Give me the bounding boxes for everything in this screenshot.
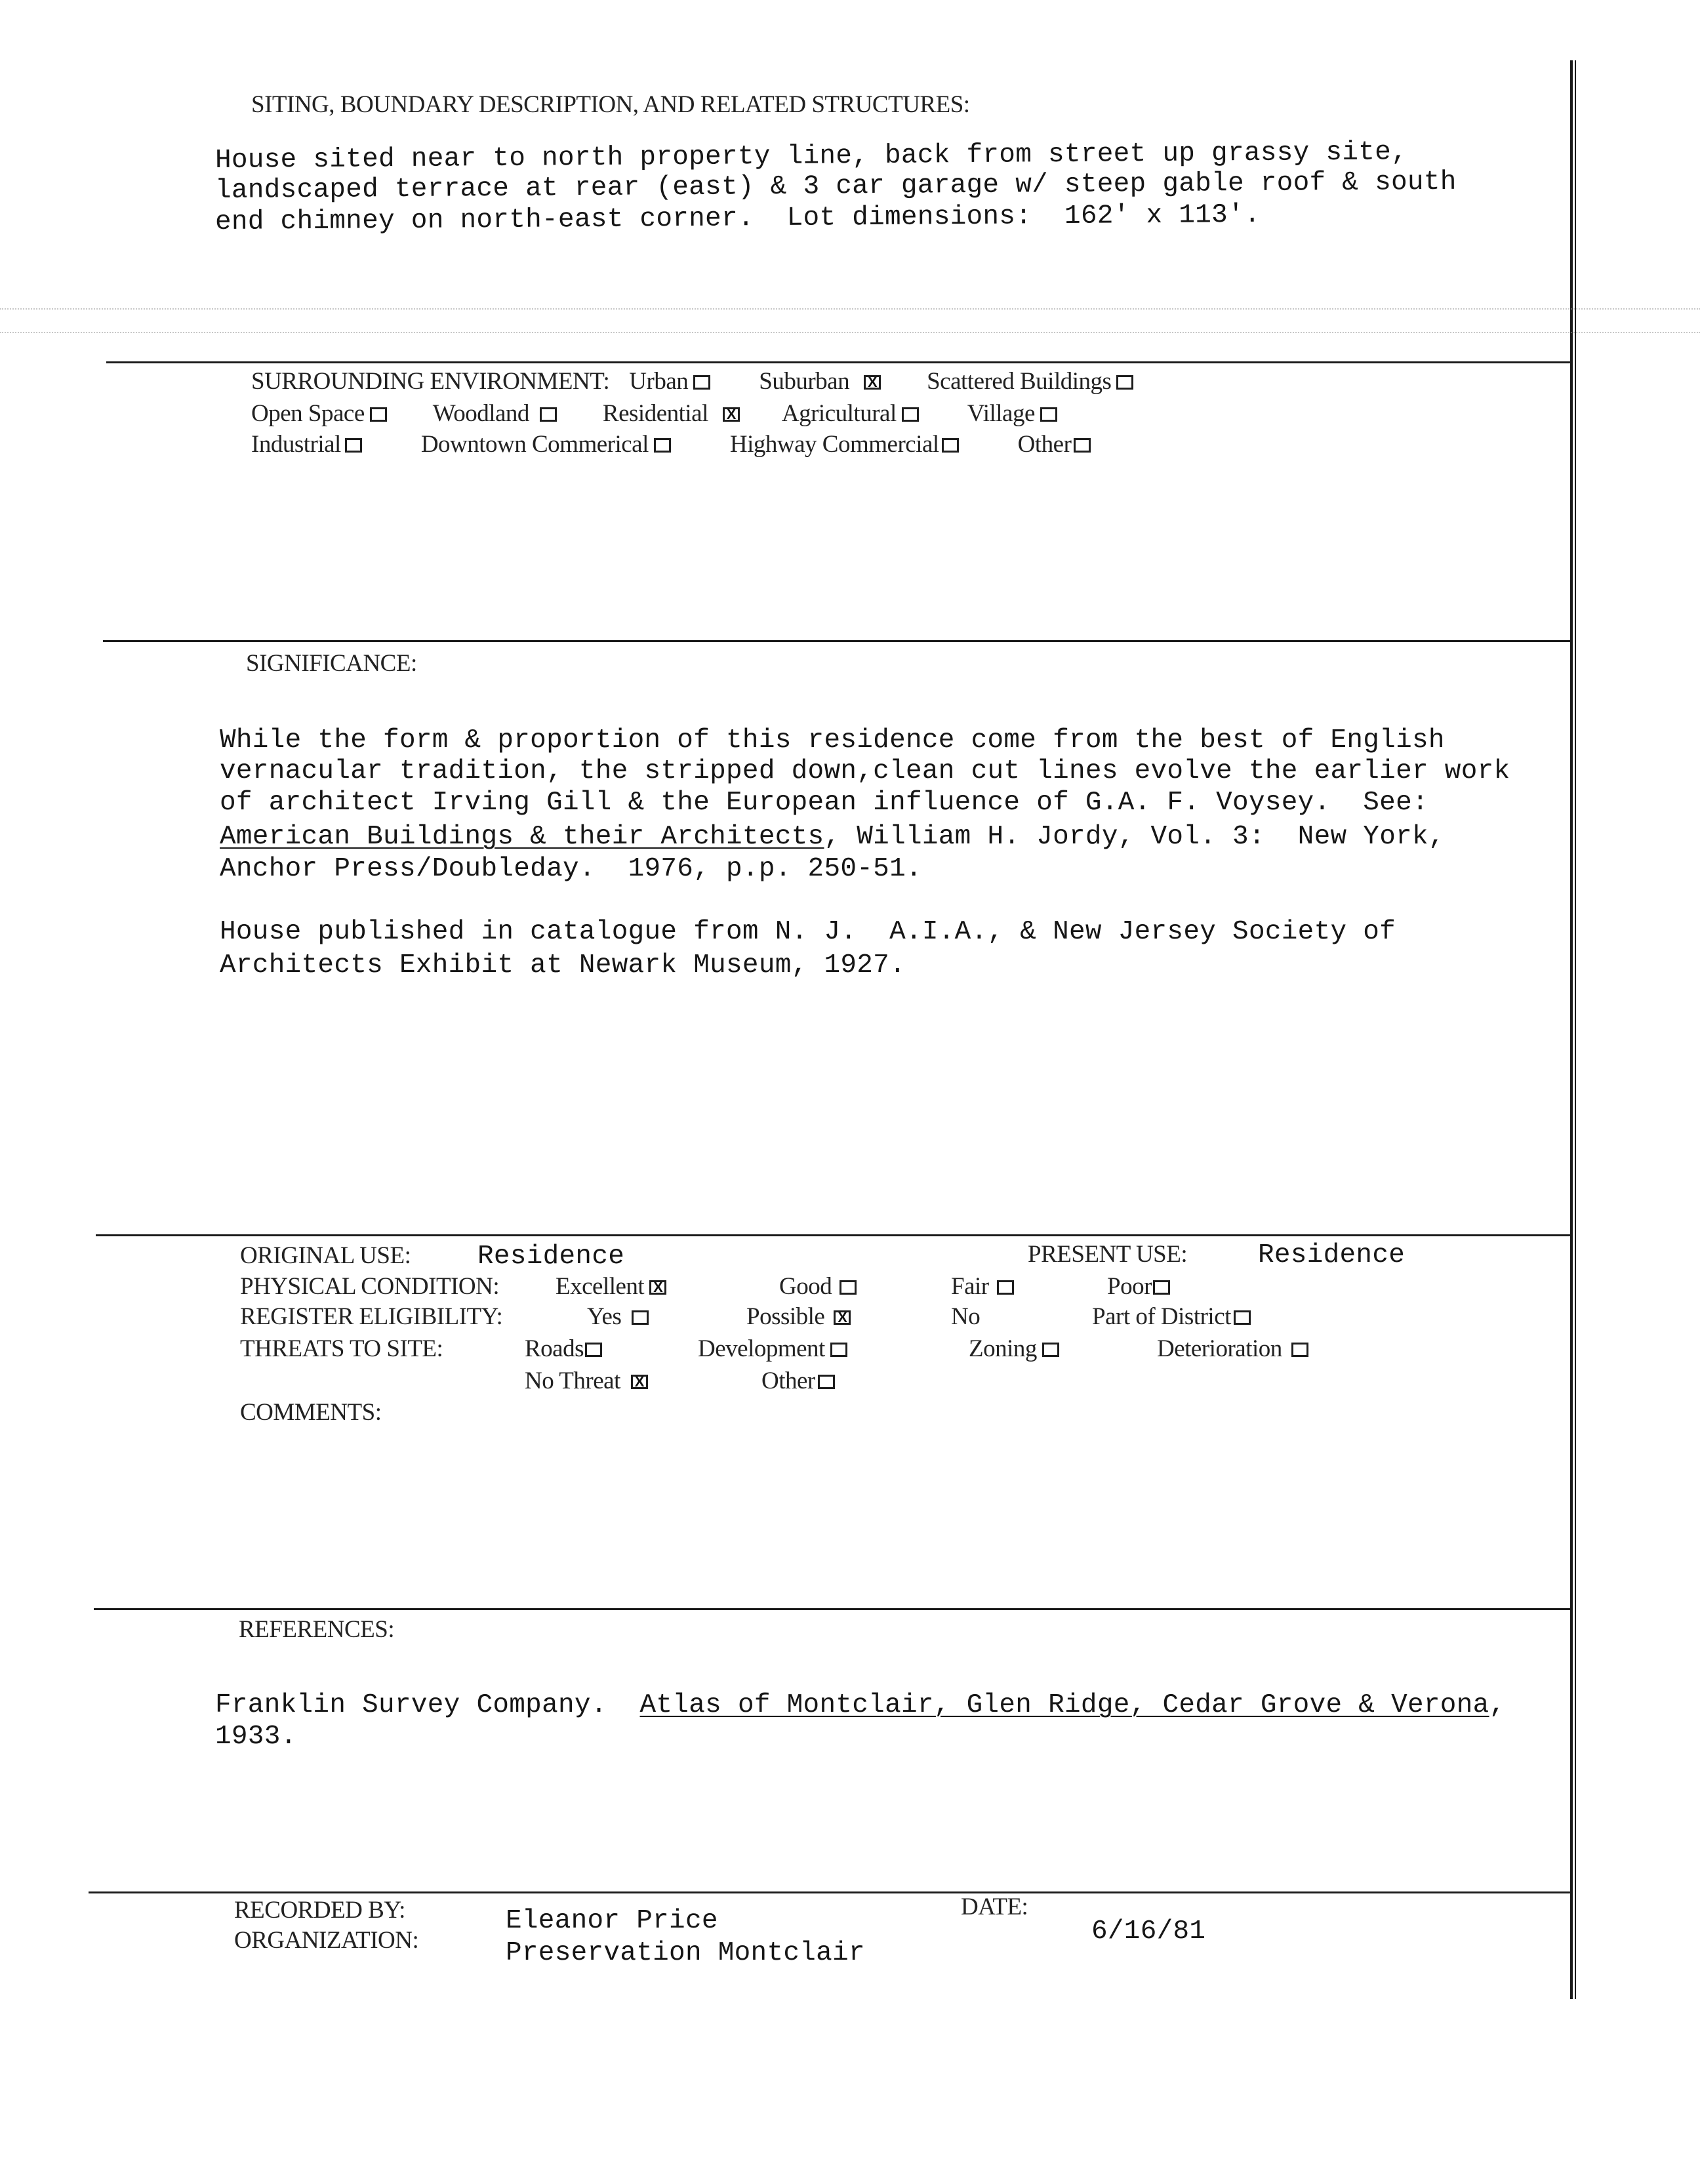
surrounding-row-2: [251, 399, 1057, 428]
checkbox-unchecked[interactable]: [345, 438, 362, 453]
siting-text-line: landscaped terrace at rear (east) & 3 car garage w/ steep gable roof & south: [214, 167, 1457, 206]
eligibility-part-of-district[interactable]: [1092, 1303, 1251, 1331]
threat-roads[interactable]: [525, 1335, 602, 1363]
date-value: 6/16/81: [1091, 1916, 1206, 1947]
surrounding-row-3: [251, 430, 1091, 458]
checkbox-unchecked[interactable]: [818, 1375, 835, 1389]
right-border-inner: [1575, 60, 1576, 1999]
date-label: DATE:: [961, 1893, 1028, 1920]
option-label: Yes: [587, 1303, 622, 1330]
option-industrial[interactable]: [251, 430, 362, 458]
condition-fair[interactable]: [951, 1272, 1014, 1301]
section-divider: [89, 1891, 1571, 1893]
checkbox-unchecked[interactable]: [370, 407, 387, 422]
siting-text-line: end chimney on north-east corner. Lot dimensions: 162' x 113'.: [214, 199, 1261, 237]
option-label: Zoning: [969, 1335, 1037, 1362]
recorded-by-label: RECORDED BY:: [234, 1897, 405, 1924]
checkbox-unchecked[interactable]: [942, 438, 959, 453]
significance-heading: SIGNIFICANCE:: [246, 650, 417, 677]
references-heading: REFERENCES:: [239, 1616, 395, 1643]
siting-heading: SITING, BOUNDARY DESCRIPTION, AND RELATED STRUCTURES:: [251, 91, 970, 118]
surrounding-row-1: [251, 367, 1133, 395]
option-label: Suburban: [759, 368, 850, 395]
significance-text-line: While the form & proportion of this residence come from the best of English: [220, 725, 1445, 756]
checkbox-checked[interactable]: [631, 1375, 648, 1389]
significance-text-line: vernacular tradition, the stripped down,clean cut lines evolve the earlier work: [220, 756, 1510, 786]
original-use-value: Residence: [477, 1242, 625, 1272]
option-label: Part of District: [1092, 1303, 1231, 1330]
option-label: Downtown Commerical: [420, 431, 649, 458]
checkbox-unchecked[interactable]: [1153, 1280, 1170, 1295]
checkbox-unchecked[interactable]: [585, 1343, 602, 1357]
present-use-value: Residence: [1258, 1240, 1406, 1270]
checkbox-unchecked[interactable]: [1234, 1310, 1251, 1325]
option-label: Scattered Buildings: [927, 368, 1112, 395]
option-residential[interactable]: [603, 399, 740, 428]
condition-good[interactable]: [779, 1272, 857, 1301]
option-label: Roads: [525, 1335, 584, 1362]
eligibility-no[interactable]: [951, 1303, 980, 1331]
option-highway-commercial[interactable]: [730, 430, 959, 458]
checkbox-unchecked[interactable]: [654, 438, 671, 453]
option-label: Good: [779, 1273, 832, 1300]
option-label: Fair: [951, 1273, 989, 1300]
threat-development[interactable]: [698, 1335, 847, 1363]
option-label: Deterioration: [1157, 1335, 1282, 1362]
significance-text-line: House published in catalogue from N. J. A.I.A., & New Jersey Society of: [220, 917, 1396, 947]
option-label: Other: [1017, 431, 1072, 458]
threat-no-threat[interactable]: [525, 1367, 648, 1395]
option-scattered-buildings[interactable]: [927, 367, 1133, 395]
condition-excellent[interactable]: [556, 1272, 666, 1301]
option-label: Other: [761, 1367, 815, 1394]
present-use-label: PRESENT USE:: [1028, 1241, 1188, 1268]
checkbox-unchecked[interactable]: [1116, 375, 1133, 390]
siting-text-line: House sited near to north property line, back from street up grassy site,: [214, 137, 1408, 176]
condition-poor[interactable]: [1107, 1272, 1170, 1301]
section-divider: [103, 640, 1571, 642]
checkbox-unchecked[interactable]: [840, 1280, 857, 1295]
option-other[interactable]: [1018, 430, 1091, 458]
threats-to-site-label: THREATS TO SITE:: [240, 1335, 443, 1362]
section-divider: [106, 361, 1571, 363]
option-label: Possible: [746, 1303, 825, 1330]
option-label: Industrial: [251, 431, 341, 458]
surrounding-heading: SURROUNDING ENVIRONMENT:: [251, 368, 610, 395]
physical-condition-label: PHYSICAL CONDITION:: [240, 1273, 500, 1300]
option-label: Agricultural: [781, 400, 897, 427]
significance-text-line: Architects Exhibit at Newark Museum, 1927.: [220, 950, 906, 981]
option-agricultural[interactable]: [782, 399, 919, 428]
reference-line: [215, 1690, 1505, 1720]
recorded-by-value: Eleanor Price: [506, 1906, 718, 1936]
original-use-label: ORIGINAL USE:: [240, 1242, 411, 1269]
checkbox-unchecked[interactable]: [1042, 1343, 1059, 1357]
option-label: No: [951, 1303, 981, 1330]
option-downtown-commercial[interactable]: [421, 430, 671, 458]
option-label: Development: [698, 1335, 825, 1362]
checkbox-unchecked[interactable]: [997, 1280, 1014, 1295]
checkbox-unchecked[interactable]: [1074, 438, 1091, 453]
scan-artifact-line: [0, 308, 1700, 310]
option-label: No Threat: [525, 1367, 620, 1394]
citation-details: , William H. Jordy, Vol. 3: New York,: [824, 822, 1445, 852]
eligibility-possible[interactable]: [746, 1303, 851, 1331]
option-label: Excellent: [556, 1273, 645, 1300]
significance-text-line: Anchor Press/Doubleday. 1976, p.p. 250-51.: [220, 854, 922, 884]
checkbox-checked[interactable]: [723, 407, 740, 422]
option-urban[interactable]: [629, 367, 710, 395]
organization-value: Preservation Montclair: [506, 1938, 865, 1968]
checkbox-unchecked[interactable]: [693, 375, 710, 390]
option-woodland[interactable]: [433, 399, 557, 428]
reference-year: 1933.: [215, 1722, 297, 1752]
checkbox-checked[interactable]: [864, 375, 881, 390]
reference-title-suffix: ,: [1489, 1690, 1506, 1720]
checkbox-unchecked[interactable]: [1291, 1343, 1308, 1357]
checkbox-unchecked[interactable]: [902, 407, 919, 422]
threat-zoning[interactable]: [969, 1335, 1059, 1363]
checkbox-unchecked[interactable]: [540, 407, 557, 422]
register-eligibility-label: REGISTER ELIGIBILITY:: [240, 1303, 503, 1330]
option-label: Village: [967, 400, 1035, 427]
option-suburban[interactable]: [759, 367, 881, 395]
threat-deterioration[interactable]: [1157, 1335, 1308, 1363]
option-label: Residential: [602, 400, 708, 427]
option-label: Open Space: [251, 400, 365, 427]
checkbox-unchecked[interactable]: [1040, 407, 1057, 422]
checkbox-unchecked[interactable]: [830, 1343, 847, 1357]
option-label: Poor: [1107, 1273, 1152, 1300]
checkbox-unchecked[interactable]: [632, 1310, 649, 1325]
scan-artifact-line: [0, 332, 1700, 333]
reference-author: Franklin Survey Company.: [215, 1690, 640, 1720]
comments-label: COMMENTS:: [240, 1399, 382, 1426]
option-label: Highway Commercial: [729, 431, 939, 458]
section-divider: [94, 1608, 1571, 1610]
option-village[interactable]: [967, 399, 1057, 428]
option-open-space[interactable]: [251, 399, 387, 428]
significance-text-line: of architect Irving Gill & the European influence of G.A. F. Voysey. See:: [220, 788, 1428, 818]
right-border-outer: [1570, 60, 1573, 1999]
citation-book-title: American Buildings & their Architects: [220, 822, 824, 852]
option-label: Urban: [629, 368, 689, 395]
checkbox-checked[interactable]: [649, 1280, 666, 1295]
threat-other[interactable]: [761, 1367, 835, 1395]
eligibility-yes[interactable]: [587, 1303, 649, 1331]
significance-citation-line: [220, 822, 1445, 852]
option-label: Woodland: [432, 400, 529, 427]
checkbox-checked[interactable]: [834, 1310, 851, 1325]
reference-title: Atlas of Montclair, Glen Ridge, Cedar Grove & Verona: [639, 1690, 1489, 1720]
organization-label: ORGANIZATION:: [234, 1927, 419, 1954]
section-divider: [96, 1234, 1571, 1236]
